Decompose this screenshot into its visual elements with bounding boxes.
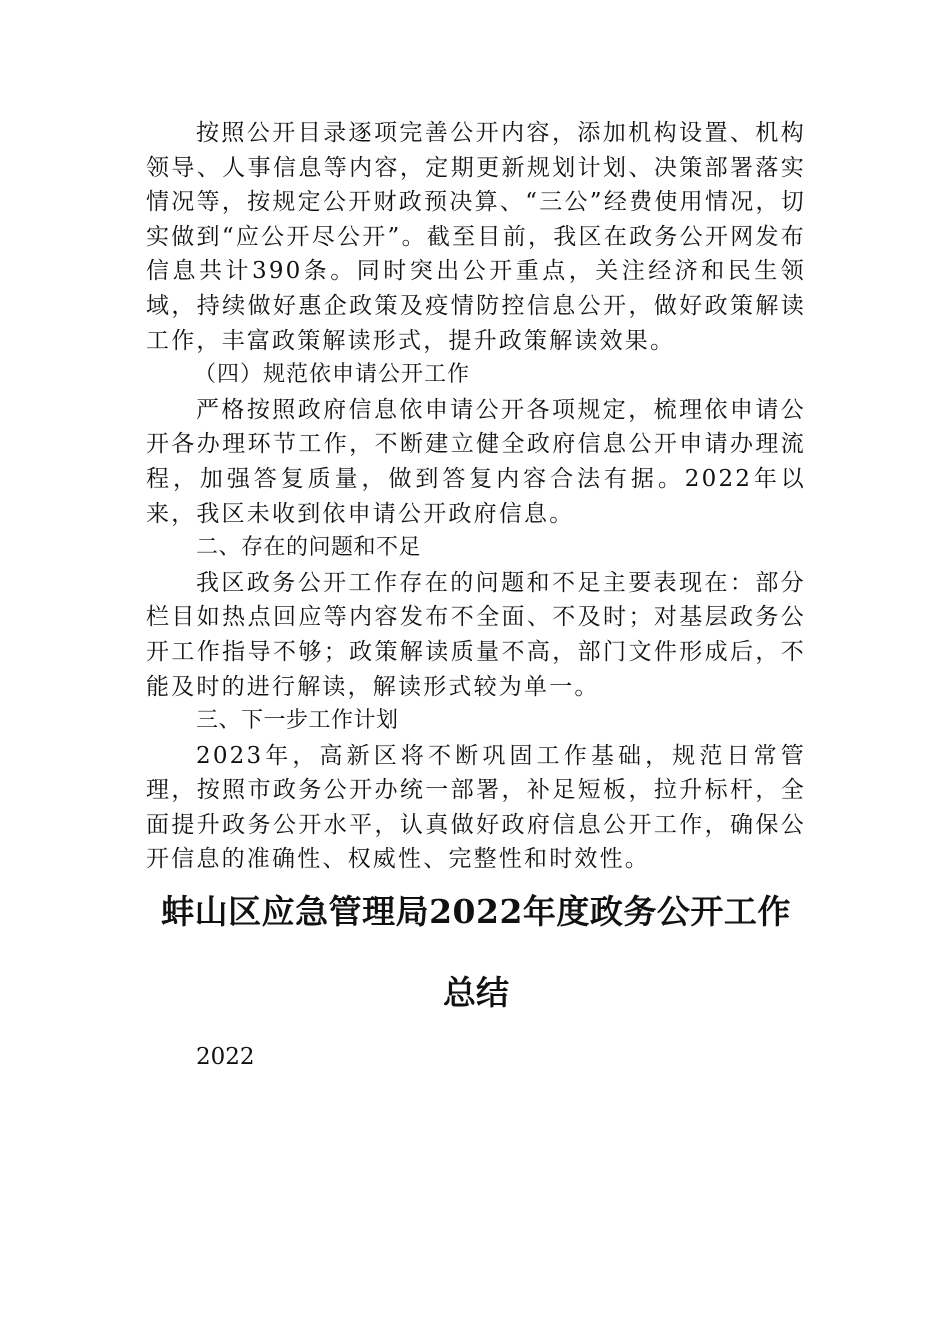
paragraph-application-disclosure: 严格按照政府信息依申请公开各项规定，梳理依申请公开各办理环节工作，不断建立健全政府信息公开申请办理流程，加强答复质量，做到答复内容合法有据。2022年以来，我区未收到依申请公开政府信息。 [146,396,806,527]
paragraph-next-plan: 2023年，高新区将不断巩固工作基础，规范日常管理，按照市政务公开办统一部署，补足短板，拉升标杆，全面提升政务公开水平，认真做好政府信息公开工作，确保公开信息的准确性、权威性、完整性和时效性。 [146,742,806,873]
paragraph-public-content: 按照公开目录逐项完善公开内容，添加机构设置、机构领导、人事信息等内容，定期更新规划计划、决策部署落实情况等，按规定公开财政预决算、“三公”经费使用情况，切实做到“应公开尽公开”。截至目前，我区在政务公开网发布信息共计390条。同时突出公开重点，关注经济和民生领域，持续做好惠企政策及疫情防控信息公开，做好政策解读工作，丰富政策解读形式，提升政策解读效果。 [146,120,806,354]
document-title: 蚌山区应急管理局2022年度政务公开工作 [161,892,791,932]
paragraph-problems: 我区政务公开工作存在的问题和不足主要表现在：部分栏目如热点回应等内容发布不全面、不及时；对基层政务公开工作指导不够；政策解读质量不高，部门文件形成后，不能及时的进行解读，解读形式较为单一。 [146,569,806,700]
sub-heading-application-disclosure: （四）规范依申请公开工作 [194,362,471,388]
document-title-continued: 总结 [443,973,509,1013]
section-heading-next-plan: 三、下一步工作计划 [196,708,399,734]
date-fragment: 2022 [196,1044,255,1071]
document-page [146,116,806,1074]
section-heading-problems: 二、存在的问题和不足 [196,535,422,561]
